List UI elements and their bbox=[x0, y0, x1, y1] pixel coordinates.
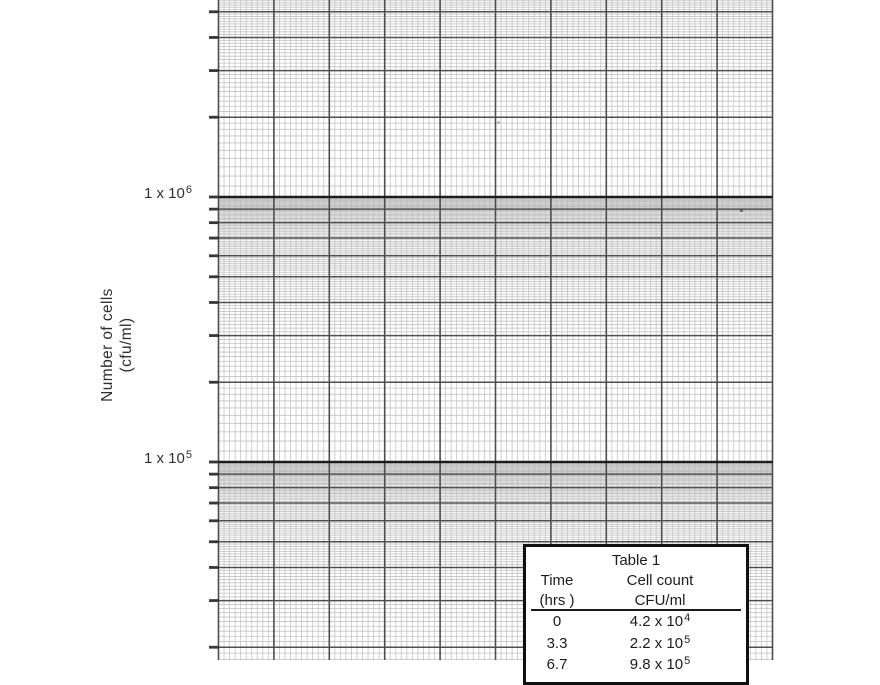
table-row bbox=[526, 612, 746, 634]
cell-time-0: 0 bbox=[552, 613, 562, 630]
cell-time-2: 6.7 bbox=[546, 656, 568, 673]
scan-artifact-speck bbox=[497, 121, 500, 124]
y-tick-label-1e5 bbox=[116, 450, 192, 467]
table-header-count bbox=[588, 571, 746, 611]
cell-count-0-exponent: 4 bbox=[684, 612, 691, 624]
table-title: Table 1 bbox=[611, 552, 661, 569]
table-header-time-line2: (hrs ) bbox=[539, 592, 575, 609]
table-header-count-line2: CFU/ml bbox=[634, 592, 686, 609]
cell-time-1: 3.3 bbox=[546, 634, 568, 652]
cell-count-2-exponent: 5 bbox=[684, 655, 691, 667]
cell-count-2 bbox=[588, 655, 746, 677]
y-tick-1e6-exponent: 6 bbox=[185, 184, 192, 196]
table-row bbox=[526, 655, 746, 677]
y-tick-1e5-base: 1 x 10 bbox=[144, 450, 185, 467]
y-tick-label-1e6 bbox=[116, 185, 192, 202]
table-body bbox=[526, 612, 746, 677]
cell-count-2-base: 9.8 x 10 bbox=[629, 656, 684, 673]
table-header-time bbox=[526, 571, 588, 611]
table-header-time-line1: Time bbox=[540, 572, 574, 589]
y-tick-1e6-base: 1 x 10 bbox=[144, 185, 185, 202]
cell-count-1-exponent: 5 bbox=[684, 633, 691, 646]
y-axis-title-line2: (cfu/ml) bbox=[118, 317, 135, 373]
cell-count-0-base: 4.2 x 10 bbox=[629, 613, 684, 630]
y-axis-title bbox=[98, 288, 136, 402]
data-table-inset bbox=[523, 544, 749, 685]
cell-count-1 bbox=[588, 634, 746, 656]
y-axis-title-line1: Number of cells bbox=[99, 288, 116, 402]
table-header bbox=[526, 571, 746, 611]
scan-artifact-speck bbox=[740, 209, 743, 212]
cell-count-0 bbox=[588, 612, 746, 634]
table-row bbox=[526, 634, 746, 656]
y-tick-1e5-exponent: 5 bbox=[185, 449, 192, 461]
cell-count-1-base: 2.2 x 10 bbox=[629, 634, 684, 652]
table-header-count-line1: Cell count bbox=[626, 572, 694, 589]
